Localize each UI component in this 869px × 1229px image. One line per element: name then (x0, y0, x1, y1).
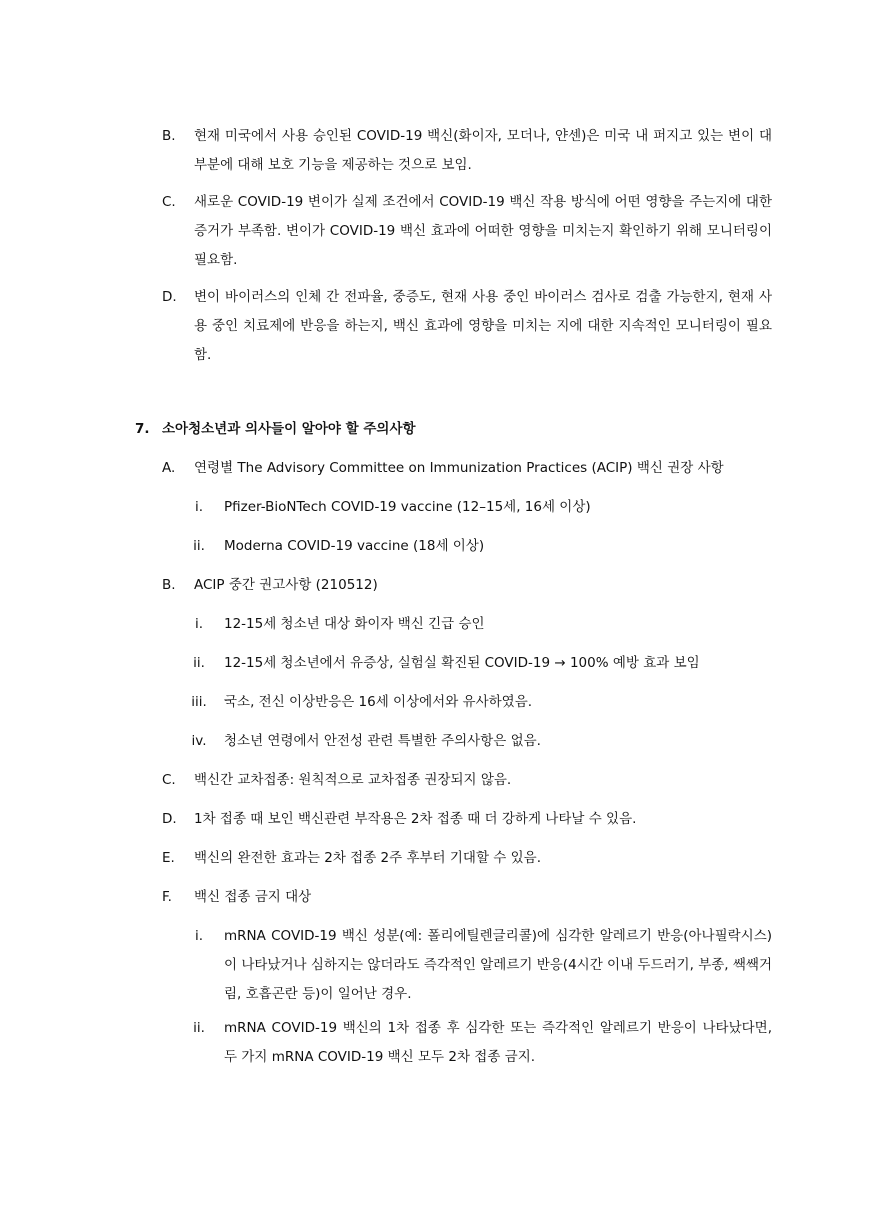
list-marker: B. (162, 577, 176, 593)
list-marker: C. (162, 772, 176, 788)
sub-item-a-i (174, 493, 772, 522)
list-marker: D. (162, 289, 177, 305)
list-item-text: 백신간 교차접종: 원칙적으로 교차접종 권장되지 않음. (194, 772, 512, 788)
list-marker: C. (162, 194, 176, 210)
list-item-text: 백신 접종 금지 대상 (194, 889, 312, 905)
list-marker: D. (162, 811, 177, 827)
list-marker: F. (162, 889, 172, 905)
list-marker: B. (162, 128, 176, 144)
sub-marker: i. (194, 616, 204, 632)
list-item-text: 변이 바이러스의 인체 간 전파율, 중증도, 현재 사용 중인 바이러스 검사로 검출 가능한지, 현재 사용 중인 치료제에 반응을 하는지, 백신 효과에 영향을 미치는 지에 대한 지속적인 모니터링이 필요함. (194, 289, 772, 363)
list-item-a (162, 454, 772, 483)
sub-item-b-i (174, 610, 772, 639)
sub-item-b-iii (174, 688, 772, 717)
list-item-b2 (162, 571, 772, 600)
sub-item-text: mRNA COVID-19 백신 성분(예: 폴리에틸렌글리콜)에 심각한 알레르기 반응(아나필락시스)이 나타났거나 심하지는 않더라도 즉각적인 알레르기 반응(4시간 이내 두드러기, 부종, 쌕쌕거림, 호흡곤란 등)이 일어난 경우. (224, 928, 772, 1002)
list-item-c (162, 188, 772, 275)
list-marker: A. (162, 460, 176, 476)
sub-item-b-ii (174, 649, 772, 678)
sub-item-text: 12-15세 청소년에서 유증상, 실험실 확진된 COVID-19 → 100% 예방 효과 보임 (224, 655, 700, 671)
list-item-text: 1차 접종 때 보인 백신관련 부작용은 2차 접종 때 더 강하게 나타날 수 있음. (194, 811, 637, 827)
sub-item-f-ii (174, 1014, 772, 1072)
sub-marker: ii. (193, 538, 205, 554)
sub-marker: ii. (193, 1020, 205, 1036)
sub-item-f-i (174, 922, 772, 1009)
sub-marker: i. (194, 928, 204, 944)
sub-marker: iv. (191, 733, 207, 749)
sub-item-text: 국소, 전신 이상반응은 16세 이상에서와 유사하였음. (224, 694, 533, 710)
list-item-text: 새로운 COVID-19 변이가 실제 조건에서 COVID-19 백신 작용 방식에 어떤 영향을 주는지에 대한 증거가 부족함. 변이가 COVID-19 백신 효과에 어떠한 영향을 미치는지 확인하기 위해 모니터링이 필요함. (194, 194, 772, 268)
sub-marker: i. (194, 499, 204, 515)
sub-marker: ii. (193, 655, 205, 671)
sub-item-text: mRNA COVID-19 백신의 1차 접종 후 심각한 또는 즉각적인 알레르기 반응이 나타났다면, 두 가지 mRNA COVID-19 백신 모두 2차 접종 금지. (224, 1020, 772, 1065)
list-item-d (162, 283, 772, 370)
sub-item-text: Moderna COVID-19 vaccine (18세 이상) (224, 538, 485, 554)
list-item-d2 (162, 805, 772, 834)
sub-item-text: 12-15세 청소년 대상 화이자 백신 긴급 승인 (224, 616, 485, 632)
section-7-heading (135, 415, 775, 444)
list-item-text: 현재 미국에서 사용 승인된 COVID-19 백신(화이자, 모더나, 얀센)은 미국 내 퍼지고 있는 변이 대부분에 대해 보호 기능을 제공하는 것으로 보임. (194, 128, 772, 173)
list-item-f (162, 883, 772, 912)
sub-marker: iii. (191, 694, 207, 710)
sub-item-a-ii (174, 532, 772, 561)
list-item-text: ACIP 중간 권고사항 (210512) (194, 577, 378, 593)
sub-item-text: Pfizer-BioNTech COVID-19 vaccine (12–15세, 16세 이상) (224, 499, 591, 515)
list-item-e (162, 844, 772, 873)
section-title: 소아청소년과 의사들이 알아야 할 주의사항 (162, 421, 416, 437)
section-number: 7. (135, 421, 150, 437)
list-marker: E. (162, 850, 175, 866)
sub-item-b-iv (174, 727, 772, 756)
list-item-c2 (162, 766, 772, 795)
list-item-b (162, 122, 772, 180)
list-item-text: 연령별 The Advisory Committee on Immunization Practices (ACIP) 백신 권장 사항 (194, 460, 724, 476)
list-item-text: 백신의 완전한 효과는 2차 접종 2주 후부터 기대할 수 있음. (194, 850, 541, 866)
sub-item-text: 청소년 연령에서 안전성 관련 특별한 주의사항은 없음. (224, 733, 541, 749)
